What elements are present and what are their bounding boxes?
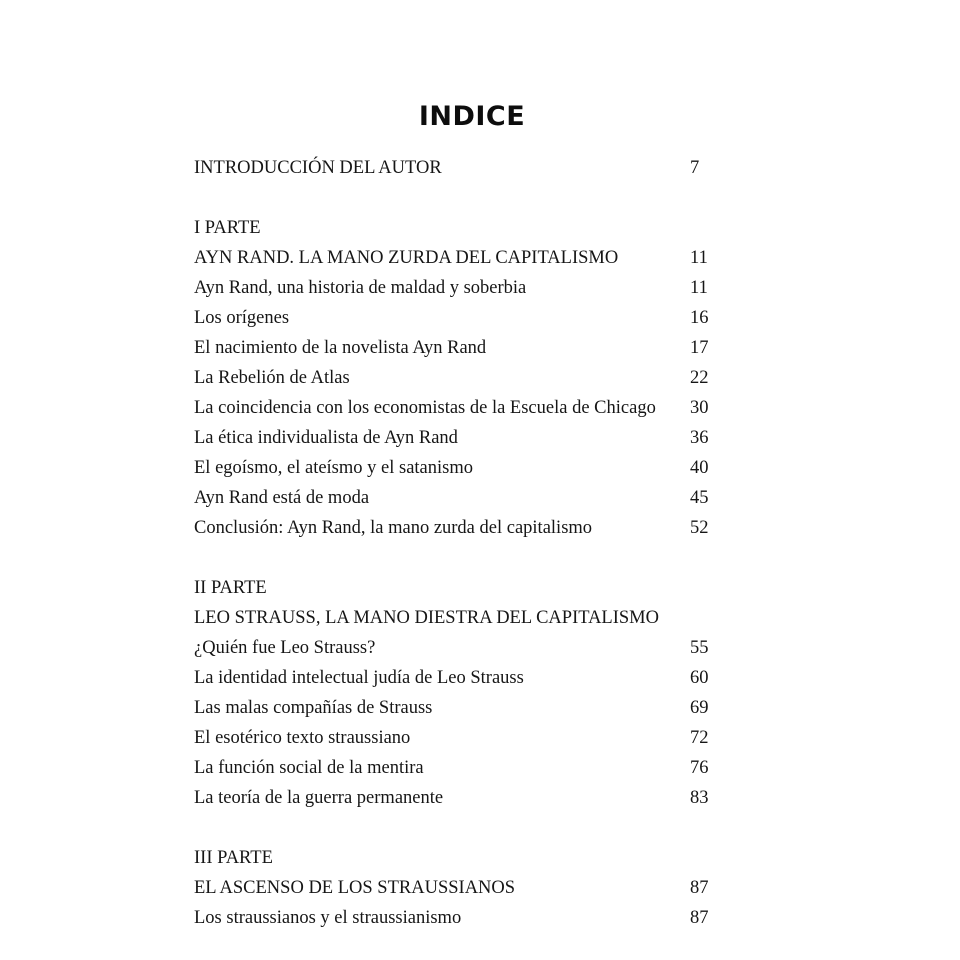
toc-entry-page: 87 [690,878,709,898]
toc-entry [194,423,710,453]
toc-chapter-heading [194,873,710,903]
toc-part-label: I PARTE [194,218,261,238]
toc-entry-title: AYN RAND. LA MANO ZURDA DEL CAPITALISMO [194,248,619,268]
toc-entry [194,153,710,183]
toc-entry [194,693,710,723]
toc-entry-page: 30 [690,398,709,418]
toc-part-heading [194,573,710,603]
toc-entry-page: 55 [690,638,709,658]
toc-entry [194,393,710,423]
toc-entry-page: 36 [690,428,709,448]
toc-entry-title: LEO STRAUSS, LA MANO DIESTRA DEL CAPITALISMO [194,608,659,628]
toc-entry-title: La identidad intelectual judía de Leo Strauss [194,668,524,688]
toc-part-heading [194,843,710,873]
toc-entry-title: La coincidencia con los economistas de la Escuela de Chicago [194,398,656,418]
toc-entry [194,663,710,693]
toc-entry-page: 83 [690,788,709,808]
toc-entry-title: EL ASCENSO DE LOS STRAUSSIANOS [194,878,516,898]
toc-entry-page: 16 [690,308,709,328]
toc-entry-page: 60 [690,668,709,688]
page-title: INDICE [418,101,526,132]
toc-entry-title: Conclusión: Ayn Rand, la mano zurda del capitalismo [194,518,593,538]
toc-entry-page: 40 [690,458,709,478]
toc-part-heading [194,213,710,243]
toc-entry-title: El nacimiento de la novelista Ayn Rand [194,338,487,358]
toc-entry-page: 22 [690,368,709,388]
toc-entry [194,303,710,333]
toc-entry-title: Los straussianos y el straussianismo [194,908,462,928]
toc-chapter-heading [194,243,710,273]
toc-entry-title: Ayn Rand está de moda [194,488,370,508]
toc-entry-page: 17 [690,338,709,358]
toc-entry-page: 45 [690,488,709,508]
toc-entry-page: 52 [690,518,709,538]
toc-entry-title: El egoísmo, el ateísmo y el satanismo [194,458,473,478]
toc-entry [194,333,710,363]
toc-entry [194,483,710,513]
toc-entry-title: ¿Quién fue Leo Strauss? [194,638,376,658]
toc-entry [194,723,710,753]
toc-entry [194,903,710,933]
toc-entry-title: El esotérico texto straussiano [194,728,411,748]
toc-entry-page: 76 [690,758,709,778]
toc-entry [194,783,710,813]
toc-entry-page: 72 [690,728,709,748]
toc-entry-title: INTRODUCCIÓN DEL AUTOR [194,158,442,178]
toc-chapter-heading [194,603,710,633]
toc-entry-title: Ayn Rand, una historia de maldad y soberbia [194,278,527,298]
toc-part-label: II PARTE [194,578,267,598]
toc-entry-page: 7 [690,158,700,178]
toc-entry [194,513,710,543]
toc-entry-page: 11 [690,278,708,298]
toc-entry [194,633,710,663]
toc-entry-page: 11 [690,248,708,268]
toc-entry-title: La teoría de la guerra permanente [194,788,444,808]
toc-entry-title: La Rebelión de Atlas [194,368,350,388]
toc-entry [194,273,710,303]
toc-entry-page: 87 [690,908,709,928]
table-of-contents [194,153,710,933]
toc-entry [194,753,710,783]
toc-entry-title: La función social de la mentira [194,758,424,778]
toc-entry-title: Las malas compañías de Strauss [194,698,433,718]
toc-part-label: III PARTE [194,848,273,868]
toc-entry [194,363,710,393]
toc-entry-title: Los orígenes [194,308,290,328]
toc-entry [194,453,710,483]
toc-entry-title: La ética individualista de Ayn Rand [194,428,458,448]
toc-entry-page: 69 [690,698,709,718]
